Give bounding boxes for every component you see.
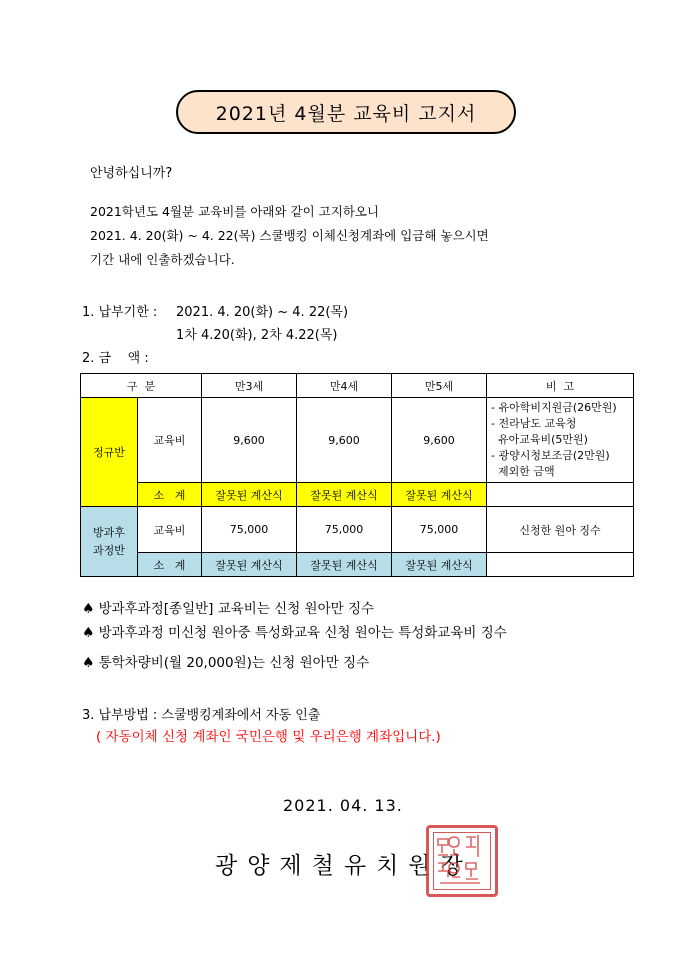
subtotal-value: 잘못된 계산식 (392, 483, 487, 507)
fee-value: 9,600 (202, 398, 297, 483)
header-age5: 만5세 (392, 374, 487, 398)
group-afterschool-line1: 방과후 (93, 525, 125, 539)
fee-value: 75,000 (202, 507, 297, 553)
bullet-text: 방과후과정[종일반] 교육비는 신청 원아만 징수 (98, 601, 375, 617)
spade-icon: ♠ (82, 625, 95, 641)
fee-value: 75,000 (392, 507, 487, 553)
group-afterschool (81, 507, 138, 577)
subtotal-value: 잘못된 계산식 (297, 553, 392, 577)
empty-cell (487, 553, 634, 577)
payment-note: ( 자동이체 신청 계좌인 국민은행 및 우리은행 계좌입니다.) (96, 729, 441, 745)
subtotal-label: 소 계 (138, 483, 202, 507)
fee-label: 교육비 (138, 398, 202, 483)
payment-method: 3. 납부방법 : 스쿨뱅킹계좌에서 자동 인출 (82, 708, 321, 723)
greeting: 안녕하십니까? (90, 166, 173, 181)
subtotal-value: 잘못된 계산식 (297, 483, 392, 507)
subtotal-value: 잘못된 계산식 (392, 553, 487, 577)
header-age4: 만4세 (297, 374, 392, 398)
subtotal-label: 소 계 (138, 553, 202, 577)
deadline-value-2: 1차 4.20(화), 2차 4.22(목) (176, 328, 338, 343)
note-line: - 광양시청보조금(2만원) (491, 449, 610, 462)
official-seal-icon (426, 825, 498, 897)
intro-line-2: 2021. 4. 20(화) ~ 4. 22(목) 스쿨뱅킹 이체신청계좌에 입금해 놓으시면 (90, 228, 489, 243)
bullet-item (82, 621, 507, 641)
table-row (81, 553, 634, 577)
regular-notes (487, 398, 634, 483)
deadline-value-1: 2021. 4. 20(화) ~ 4. 22(목) (176, 305, 349, 320)
note-line: - 전라남도 교육청 (491, 417, 577, 430)
header-note: 비 고 (487, 374, 634, 398)
intro-line-3: 기간 내에 인출하겠습니다. (90, 252, 235, 267)
table-row (81, 483, 634, 507)
spade-icon: ♠ (82, 601, 95, 617)
document-title: 2021년 4월분 교육비 고지서 (176, 90, 516, 134)
header-category: 구 분 (81, 374, 202, 398)
note-line: 제외한 금액 (491, 465, 555, 478)
subtotal-value: 잘못된 계산식 (202, 483, 297, 507)
group-afterschool-line2: 과정반 (93, 543, 125, 557)
fee-value: 75,000 (297, 507, 392, 553)
signer-name: 광양제철유치원장 (215, 853, 473, 879)
table-header-row (81, 374, 634, 398)
bullet-item (82, 651, 369, 671)
intro-line-1: 2021학년도 4월분 교육비를 아래와 같이 고지하오니 (90, 204, 380, 219)
amount-label: 2. 금 액 : (82, 351, 149, 366)
fee-value: 9,600 (392, 398, 487, 483)
empty-cell (487, 483, 634, 507)
bullet-text: 방과후과정 미신청 원아중 특성화교육 신청 원아는 특성화교육비 징수 (98, 625, 507, 641)
note-line: - 유아학비지원금(26만원) (491, 401, 617, 414)
fee-label: 교육비 (138, 507, 202, 553)
spade-icon: ♠ (82, 655, 95, 671)
issue-date: 2021. 04. 13. (283, 796, 403, 815)
afterschool-note: 신청한 원아 징수 (487, 507, 634, 553)
note-line: 유아교육비(5만원) (491, 433, 588, 446)
group-regular: 정규반 (81, 398, 138, 507)
deadline-label: 1. 납부기한 : (82, 305, 158, 320)
subtotal-value: 잘못된 계산식 (202, 553, 297, 577)
table-row (81, 507, 634, 553)
header-age3: 만3세 (202, 374, 297, 398)
bullet-item (82, 597, 374, 617)
fee-table (80, 373, 634, 577)
fee-value: 9,600 (297, 398, 392, 483)
table-row (81, 398, 634, 483)
bullet-text: 통학차량비(월 20,000원)는 신청 원아만 징수 (98, 655, 370, 671)
